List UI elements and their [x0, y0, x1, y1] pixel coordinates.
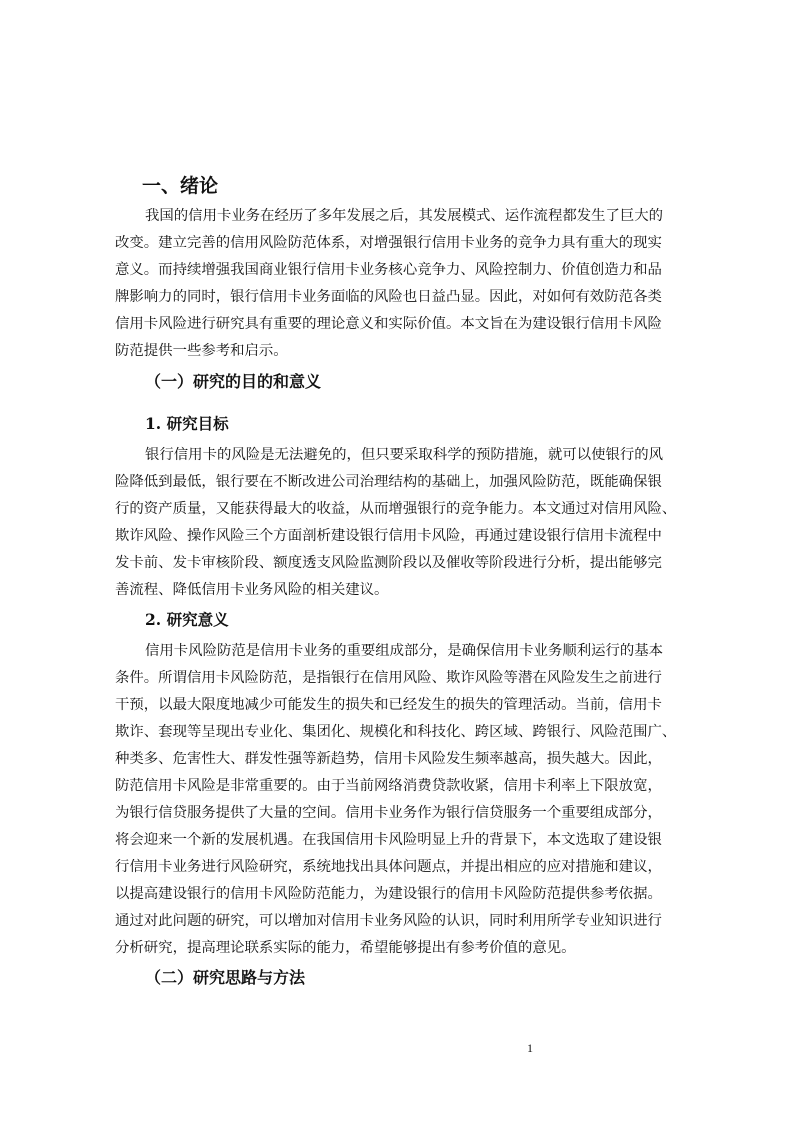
paragraph-line: 信用卡风险进行研究具有重要的理论意义和实际价值。本文旨在为建设银行信用卡风险 — [115, 316, 662, 332]
paragraph-line: 通过对此问题的研究，可以增加对信用卡业务风险的认识，同时利用所学专业知识进行 — [115, 913, 662, 929]
paragraph-line: 我国的信用卡业务在经历了多年发展之后，其发展模式、运作流程都发生了巨大的 — [145, 208, 664, 224]
section-heading-approach: （二）研究思路与方法 — [145, 968, 306, 987]
page-number: 1 — [527, 1041, 533, 1055]
paragraph-line: 银行信用卡的风险是无法避免的，但只要采取科学的预防措施，就可以使银行的风 — [145, 447, 664, 463]
chapter-heading: 一、绪论 — [142, 175, 219, 197]
section-heading-purpose: （一）研究的目的和意义 — [145, 372, 322, 391]
goal-paragraph — [115, 442, 725, 604]
paragraph-line: 欺诈、套现等呈现出专业化、集团化、规模化和科技化、跨区域、跨银行、风险范围广、 — [115, 724, 677, 740]
paragraph-line: 为银行信贷服务提供了大量的空间。信用卡业务作为银行信贷服务一个重要组成部分， — [115, 805, 662, 821]
paragraph-line: 意义。而持续增强我国商业银行信用卡业务核心竞争力、风险控制力、价值创造力和品 — [115, 262, 662, 278]
subsection-heading-significance: 2. 研究意义 — [145, 610, 229, 629]
paragraph-line: 欺诈风险、操作风险三个方面剖析建设银行信用卡风险，再通过建设银行信用卡流程中 — [115, 528, 662, 544]
paragraph-line: 改变。建立完善的信用风险防范体系，对增强银行信用卡业务的竞争力具有重大的现实 — [115, 235, 662, 251]
paragraph-line: 行信用卡业务进行风险研究，系统地找出具体问题点，并提出相应的应对措施和建议， — [115, 859, 662, 875]
paragraph-line: 险降低到最低，银行要在不断改进公司治理结构的基础上，加强风险防范，既能确保银 — [115, 474, 662, 490]
paragraph-line: 以提高建设银行的信用卡风险防范能力，为建设银行的信用卡风险防范提供参考依据。 — [115, 886, 662, 902]
significance-paragraph — [115, 638, 725, 962]
paragraph-line: 信用卡风险防范是信用卡业务的重要组成部分，是确保信用卡业务顺利运行的基本 — [145, 643, 664, 659]
paragraph-line: 分析研究，提高理论联系实际的能力，希望能够提出有参考价值的意见。 — [115, 940, 576, 956]
paragraph-line: 将会迎来一个新的发展机遇。在我国信用卡风险明显上升的背景下，本文选取了建设银 — [115, 832, 662, 848]
paragraph-line: 发卡前、发卡审核阶段、额度透支风险监测阶段以及催收等阶段进行分析，提出能够完 — [115, 555, 662, 571]
intro-paragraph — [115, 203, 725, 365]
paragraph-line: 种类多、危害性大、群发性强等新趋势，信用卡风险发生频率越高，损失越大。因此， — [115, 751, 662, 767]
paragraph-line: 干预，以最大限度地减少可能发生的损失和已经发生的损失的管理活动。当前，信用卡 — [115, 697, 662, 713]
paragraph-line: 防范信用卡风险是非常重要的。由于当前网络消费贷款收紧，信用卡利率上下限放宽， — [115, 778, 662, 794]
paragraph-line: 行的资产质量，又能获得最大的收益，从而增强银行的竞争能力。本文通过对信用风险、 — [115, 501, 677, 517]
paragraph-line: 防范提供一些参考和启示。 — [115, 343, 288, 359]
paragraph-line: 牌影响力的同时，银行信用卡业务面临的风险也日益凸显。因此，对如何有效防范各类 — [115, 289, 662, 305]
document-page — [115, 0, 725, 1122]
paragraph-line: 条件。所谓信用卡风险防范，是指银行在信用风险、欺诈风险等潜在风险发生之前进行 — [115, 670, 662, 686]
paragraph-line: 善流程、降低信用卡业务风险的相关建议。 — [115, 582, 389, 598]
subsection-heading-goal: 1. 研究目标 — [145, 414, 229, 433]
